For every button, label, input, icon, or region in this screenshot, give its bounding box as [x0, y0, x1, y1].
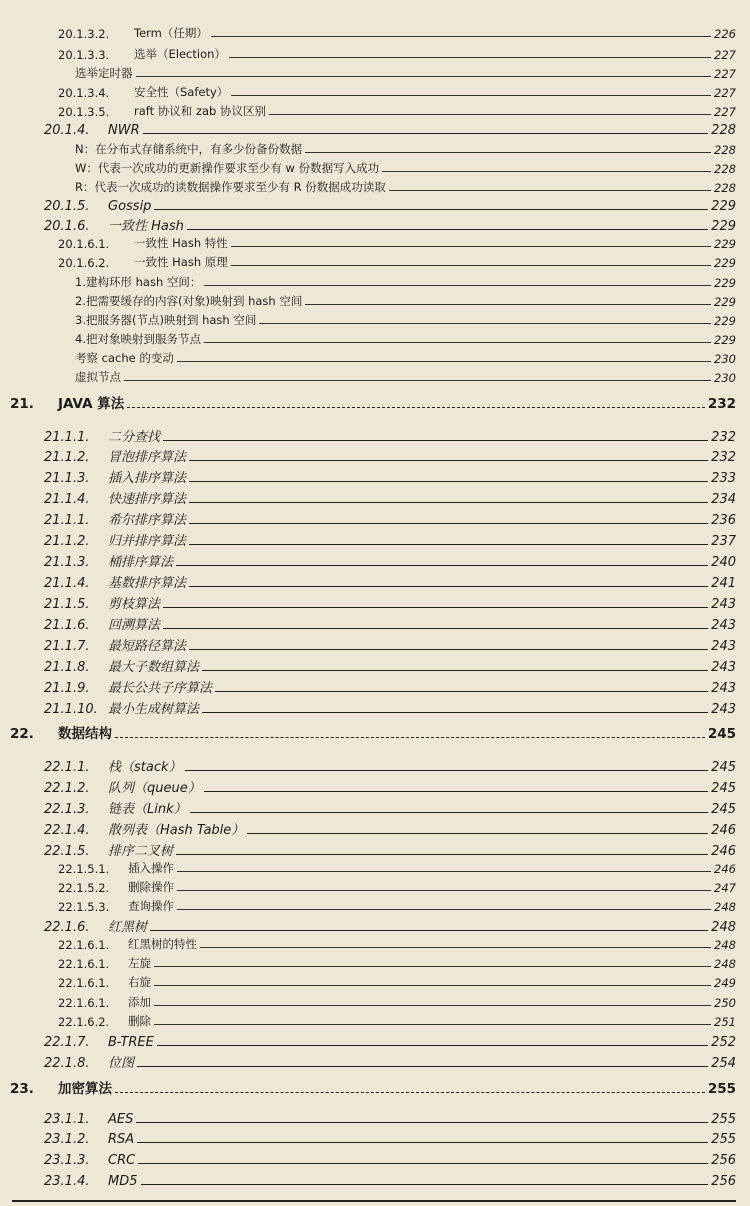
toc-entry-number: 21.1.2.	[44, 450, 90, 465]
toc-leader-line	[177, 890, 711, 891]
toc-entry-title: 最大子数组算法	[108, 660, 200, 675]
toc-entry[interactable]	[0, 838, 736, 859]
toc-leader-line	[189, 586, 708, 587]
toc-entry[interactable]	[0, 117, 736, 138]
toc-entry[interactable]	[0, 22, 736, 41]
toc-leader-line	[231, 265, 711, 266]
toc-leader-line	[177, 909, 711, 910]
toc-entry-title: 数据结构	[58, 726, 112, 742]
toc-leader-line	[154, 1005, 711, 1006]
toc-entry[interactable]	[0, 675, 736, 696]
toc-entry-number: 22.1.6.	[44, 920, 90, 935]
toc-entry-page: 243	[711, 597, 736, 612]
toc-entry-number: 22.1.3.	[44, 802, 90, 817]
toc-entry[interactable]	[0, 720, 736, 742]
toc-leader-line	[163, 440, 708, 441]
toc-entry-number: 21.1.3.	[44, 555, 90, 570]
toc-entry[interactable]	[0, 366, 736, 385]
toc-entry-page: 248	[714, 938, 736, 952]
toc-entry-number: 22.1.7.	[44, 1035, 90, 1050]
toc-leader-line	[115, 737, 705, 738]
toc-entry-number: 22.1.2.	[44, 781, 90, 796]
toc-leader-line	[189, 649, 708, 650]
toc-entry[interactable]	[0, 654, 736, 675]
toc-entry-number: 23.1.3.	[44, 1153, 90, 1168]
toc-leader-line	[204, 285, 711, 286]
toc-leader-line	[138, 1163, 708, 1164]
toc-leader-line	[202, 670, 708, 671]
toc-leader-line	[204, 791, 708, 792]
toc-entry-title: 队列（queue）	[108, 781, 201, 796]
toc-entry-number: 21.1.4.	[44, 492, 90, 507]
toc-entry-page: 228	[711, 123, 736, 138]
toc-leader-line	[136, 1122, 708, 1123]
toc-entry[interactable]	[0, 157, 736, 176]
toc-entry-number: 21.1.2.	[44, 534, 90, 549]
toc-leader-line	[202, 712, 708, 713]
toc-entry-page: 232	[711, 430, 736, 445]
toc-entry-page: 234	[711, 492, 736, 507]
toc-entry-title: 剪枝算法	[108, 597, 161, 612]
toc-entry-page: 229	[714, 314, 736, 328]
toc-entry-page: 226	[714, 27, 736, 41]
toc-entry[interactable]	[0, 1010, 736, 1029]
toc-entry[interactable]	[0, 486, 736, 507]
toc-entry-page: 227	[714, 86, 736, 100]
toc-entry-number: 23.	[10, 1081, 34, 1097]
toc-entry-number: 22.1.5.1.	[58, 862, 110, 876]
toc-entry-title: 添加	[128, 995, 151, 1009]
toc-entry[interactable]	[0, 328, 736, 347]
toc-entry[interactable]	[0, 1168, 736, 1189]
toc-entry-page: 227	[714, 67, 736, 81]
toc-entry-title: 希尔排序算法	[108, 513, 187, 528]
toc-leader-line	[305, 152, 711, 153]
toc-entry-number: 20.1.3.2.	[58, 27, 110, 41]
toc-entry-page: 229	[714, 256, 736, 270]
toc-entry-number: 20.1.3.4.	[58, 86, 110, 100]
toc-entry-page: 246	[711, 844, 736, 859]
toc-entry-page: 232	[707, 396, 736, 412]
toc-leader-line	[143, 133, 709, 134]
toc-entry[interactable]	[0, 1147, 736, 1168]
toc-entry-page: 228	[714, 181, 736, 195]
toc-leader-line	[204, 342, 711, 343]
toc-leader-line	[163, 607, 708, 608]
toc-entry-title: 加密算法	[58, 1081, 112, 1097]
toc-entry-title: B-TREE	[108, 1035, 154, 1050]
toc-entry-page: 256	[711, 1153, 736, 1168]
toc-entry-page: 229	[714, 237, 736, 251]
toc-entry-title: 散列表（Hash Table）	[108, 823, 245, 838]
toc-entry-title: 插入操作	[128, 861, 174, 875]
toc-entry[interactable]	[0, 81, 736, 100]
toc-entry-title: MD5	[108, 1174, 138, 1189]
toc-entry-title: 4.把对象映射到服务节点	[75, 332, 201, 346]
toc-entry-number: 22.1.6.2.	[58, 1015, 110, 1029]
toc-entry-number: 20.1.3.3.	[58, 48, 110, 62]
toc-entry-page: 228	[714, 143, 736, 157]
toc-entry-number: 20.1.6.2.	[58, 256, 110, 270]
toc-entry-page: 237	[711, 534, 736, 549]
toc-entry-page: 255	[711, 1112, 736, 1127]
toc-entry[interactable]	[0, 309, 736, 328]
toc-leader-line	[127, 407, 705, 408]
toc-entry-title: 最长公共子序算法	[108, 681, 213, 696]
toc-leader-line	[229, 57, 711, 58]
toc-entry-page: 248	[711, 920, 736, 935]
toc-entry[interactable]	[0, 857, 736, 876]
toc-entry-number: 22.1.6.1.	[58, 976, 110, 990]
toc-entry-title: 归并排序算法	[108, 534, 187, 549]
toc-entry-number: 21.1.10.	[44, 702, 98, 717]
toc-entry[interactable]	[0, 1075, 736, 1097]
toc-entry[interactable]	[0, 933, 736, 952]
toc-entry-number: 21.1.8.	[44, 660, 90, 675]
toc-leader-line	[163, 628, 708, 629]
toc-entry[interactable]	[0, 696, 736, 717]
toc-entry-title: 虚拟节点	[75, 370, 121, 384]
toc-leader-line	[189, 544, 708, 545]
toc-entry-title: 排序二叉树	[108, 844, 174, 859]
toc-entry[interactable]	[0, 213, 736, 234]
toc-entry-number: 21.	[10, 396, 34, 412]
toc-leader-line	[389, 190, 711, 191]
toc-entry-number: 21.1.5.	[44, 597, 90, 612]
toc-entry[interactable]	[0, 633, 736, 654]
toc-entry-page: 232	[711, 450, 736, 465]
toc-leader-line	[211, 36, 711, 37]
toc-entry[interactable]	[0, 290, 736, 309]
toc-entry-page: 246	[711, 823, 736, 838]
toc-leader-line	[189, 523, 708, 524]
toc-entry-page: 236	[711, 513, 736, 528]
toc-entry-page: 233	[711, 471, 736, 486]
toc-entry-number: 23.1.1.	[44, 1112, 90, 1127]
toc-entry[interactable]	[0, 817, 736, 838]
toc-entry-title: 位图	[108, 1056, 135, 1071]
toc-entry[interactable]	[0, 895, 736, 914]
toc-entry-title: 红黑树的特性	[128, 937, 197, 951]
toc-entry-number: 21.1.3.	[44, 471, 90, 486]
toc-entry-number: 22.1.5.	[44, 844, 90, 859]
toc-entry-title: 右旋	[128, 975, 151, 989]
toc-entry-page: 227	[714, 48, 736, 62]
toc-entry-page: 254	[711, 1056, 736, 1071]
toc-entry-page: 255	[707, 1081, 736, 1097]
toc-entry-page: 256	[711, 1174, 736, 1189]
toc-entry-number: 21.1.9.	[44, 681, 90, 696]
toc-entry[interactable]	[0, 424, 736, 445]
toc-entry[interactable]	[0, 507, 736, 528]
toc-entry-title: 选举定时器	[75, 66, 133, 80]
toc-leader-line	[382, 171, 711, 172]
toc-entry[interactable]	[0, 952, 736, 971]
toc-entry-title: Gossip	[108, 199, 152, 214]
toc-entry-page: 245	[711, 802, 736, 817]
toc-leader-line	[136, 76, 712, 77]
toc-leader-line	[157, 1045, 708, 1046]
toc-leader-line	[154, 209, 708, 210]
toc-entry-number: 22.1.6.1.	[58, 938, 110, 952]
toc-entry-number: 22.1.5.3.	[58, 900, 110, 914]
toc-entry-title: 二分查找	[108, 430, 161, 445]
toc-entry-page: 227	[714, 105, 736, 119]
toc-entry-title: 最短路径算法	[108, 639, 187, 654]
toc-entry-number: 22.1.8.	[44, 1056, 90, 1071]
toc-entry-title: RSA	[108, 1132, 135, 1147]
toc-entry-page: 243	[711, 618, 736, 633]
toc-entry[interactable]	[0, 1029, 736, 1050]
toc-entry-title: NWR	[108, 123, 140, 138]
toc-entry-page: 249	[714, 976, 736, 990]
toc-entry[interactable]	[0, 775, 736, 796]
toc-entry-number: 22.1.5.2.	[58, 881, 110, 895]
toc-leader-line	[189, 481, 708, 482]
toc-entry-number: 20.1.6.	[44, 219, 90, 234]
toc-leader-line	[231, 95, 711, 96]
toc-entry-title: W：代表一次成功的更新操作要求至少有 w 份数据写入成功	[75, 161, 380, 175]
toc-entry[interactable]	[0, 528, 736, 549]
toc-entry-title: 3.把服务器(节点)映射到 hash 空间	[75, 313, 257, 327]
toc-entry-title: 考察 cache 的变动	[75, 351, 174, 365]
toc-entry[interactable]	[0, 62, 736, 81]
toc-leader-line	[200, 947, 711, 948]
toc-entry[interactable]	[0, 1106, 736, 1127]
toc-leader-line	[177, 361, 711, 362]
toc-entry-title: CRC	[108, 1153, 136, 1168]
toc-entry-number: 21.1.1.	[44, 513, 90, 528]
toc-entry-page: 229	[711, 219, 736, 234]
toc-entry-number: 22.1.1.	[44, 760, 90, 775]
toc-entry-title: 基数排序算法	[108, 576, 187, 591]
toc-entry[interactable]	[0, 549, 736, 570]
toc-leader-line	[124, 380, 711, 381]
toc-entry-title: 桶排序算法	[108, 555, 174, 570]
toc-entry-page: 251	[714, 1015, 736, 1029]
toc-entry[interactable]	[0, 232, 736, 251]
toc-entry-title: 回溯算法	[108, 618, 161, 633]
toc-entry[interactable]	[0, 347, 736, 366]
toc-leader-line	[115, 1092, 705, 1093]
toc-entry[interactable]	[0, 570, 736, 591]
toc-leader-line	[176, 565, 708, 566]
toc-entry-number: 20.1.4.	[44, 123, 90, 138]
toc-entry-title: 快速排序算法	[108, 492, 187, 507]
toc-leader-line	[305, 304, 711, 305]
toc-entry-number: 22.1.6.1.	[58, 996, 110, 1010]
toc-leader-line	[137, 1066, 708, 1067]
toc-entry[interactable]	[0, 876, 736, 895]
toc-entry-title: N：在分布式存储系统中，有多少份备份数据	[75, 142, 303, 156]
toc-entry-title: 冒泡排序算法	[108, 450, 187, 465]
toc-entry-page: 243	[711, 702, 736, 717]
toc-entry-page: 247	[714, 881, 736, 895]
toc-entry-page: 252	[711, 1035, 736, 1050]
toc-leader-line	[215, 691, 708, 692]
toc-entry-page: 240	[711, 555, 736, 570]
toc-entry-title: 左旋	[128, 956, 151, 970]
toc-entry-number: 23.1.2.	[44, 1132, 90, 1147]
toc-entry-title: Term（任期）	[134, 26, 208, 40]
toc-entry[interactable]	[0, 991, 736, 1010]
toc-entry[interactable]	[0, 193, 736, 214]
toc-entry-title: 2.把需要缓存的内容(对象)映射到 hash 空间	[75, 294, 303, 308]
toc-entry-number: 21.1.6.	[44, 618, 90, 633]
toc-entry[interactable]	[0, 465, 736, 486]
toc-entry-title: 一致性 Hash 原理	[134, 255, 228, 269]
toc-entry-page: 250	[714, 996, 736, 1010]
toc-leader-line	[176, 854, 708, 855]
toc-entry[interactable]	[0, 1050, 736, 1071]
toc-entry-title: JAVA 算法	[58, 396, 125, 412]
toc-entry-number: 21.1.4.	[44, 576, 90, 591]
toc-entry-title: 一致性 Hash 特性	[134, 236, 228, 250]
toc-entry-number: 20.1.5.	[44, 199, 90, 214]
toc-entry-title: 删除操作	[128, 880, 174, 894]
toc-entry[interactable]	[0, 390, 736, 412]
toc-entry[interactable]	[0, 43, 736, 62]
toc-entry-title: R：代表一次成功的读数据操作要求至少有 R 份数据成功读取	[75, 180, 386, 194]
toc-entry-page: 228	[714, 162, 736, 176]
toc-entry[interactable]	[0, 138, 736, 157]
toc-entry-page: 248	[714, 900, 736, 914]
toc-entry[interactable]	[0, 591, 736, 612]
toc-entry-number: 22.	[10, 726, 34, 742]
toc-entry[interactable]	[0, 796, 736, 817]
toc-entry-page: 255	[711, 1132, 736, 1147]
toc-entry-page: 248	[714, 957, 736, 971]
toc-entry-title: 最小生成树算法	[108, 702, 200, 717]
toc-entry[interactable]	[0, 1126, 736, 1147]
toc-entry-title: 红黑树	[108, 920, 148, 935]
toc-leader-line	[189, 502, 708, 503]
toc-entry-title: 链表（Link）	[108, 802, 187, 817]
toc-entry-page: 230	[714, 371, 736, 385]
toc-leader-line	[177, 871, 711, 872]
toc-entry-page: 245	[707, 726, 736, 742]
toc-entry[interactable]	[0, 271, 736, 290]
toc-entry-page: 246	[714, 862, 736, 876]
toc-entry-title: 选举（Election）	[134, 47, 226, 61]
toc-leader-line	[190, 812, 709, 813]
toc-entry-page: 241	[711, 576, 736, 591]
toc-entry[interactable]	[0, 971, 736, 990]
toc-entry-page: 229	[714, 333, 736, 347]
toc-leader-line	[259, 323, 711, 324]
toc-entry-title: AES	[108, 1112, 134, 1127]
toc-entry-title: raft 协议和 zab 协议区别	[134, 104, 266, 118]
toc-entry-number: 23.1.4.	[44, 1174, 90, 1189]
toc-leader-line	[154, 1024, 711, 1025]
toc-leader-line	[187, 229, 708, 230]
toc-entry-title: 查询操作	[128, 899, 174, 913]
toc-entry-page: 230	[714, 352, 736, 366]
toc-entry-title: 1.建构环形 hash 空间：	[75, 275, 202, 289]
toc-leader-line	[150, 930, 708, 931]
toc-leader-line	[185, 770, 709, 771]
toc-leader-line	[137, 1142, 708, 1143]
toc-entry-page: 229	[711, 199, 736, 214]
toc-leader-line	[154, 985, 711, 986]
toc-leader-line	[269, 114, 711, 115]
toc-entry[interactable]	[0, 612, 736, 633]
toc-entry-number: 20.1.3.5.	[58, 105, 110, 119]
toc-entry-number: 21.1.7.	[44, 639, 90, 654]
toc-entry-title: 一致性 Hash	[108, 219, 184, 234]
toc-leader-line	[231, 246, 711, 247]
toc-entry-title: 安全性（Safety）	[134, 85, 229, 99]
toc-entry-page: 245	[711, 781, 736, 796]
toc-entry-title: 插入排序算法	[108, 471, 187, 486]
toc-entry[interactable]	[0, 914, 736, 935]
toc-entry-title: 删除	[128, 1014, 151, 1028]
toc-entry-title: 栈（stack）	[108, 760, 182, 775]
toc-leader-line	[189, 460, 708, 461]
toc-entry[interactable]	[0, 444, 736, 465]
toc-entry-number: 20.1.6.1.	[58, 237, 110, 251]
toc-entry[interactable]	[0, 754, 736, 775]
toc-leader-line	[141, 1184, 709, 1185]
toc-leader-line	[154, 966, 711, 967]
toc-entry-page: 243	[711, 639, 736, 654]
toc-entry-page: 243	[711, 660, 736, 675]
toc-entry-page: 229	[714, 295, 736, 309]
toc-entry-page: 243	[711, 681, 736, 696]
bottom-divider	[12, 1200, 736, 1202]
toc-leader-line	[247, 833, 708, 834]
toc-entry-page: 229	[714, 276, 736, 290]
toc-entry[interactable]	[0, 251, 736, 270]
toc-entry-number: 22.1.6.1.	[58, 957, 110, 971]
toc-entry-number: 22.1.4.	[44, 823, 90, 838]
toc-entry-number: 21.1.1.	[44, 430, 90, 445]
toc-entry-page: 245	[711, 760, 736, 775]
